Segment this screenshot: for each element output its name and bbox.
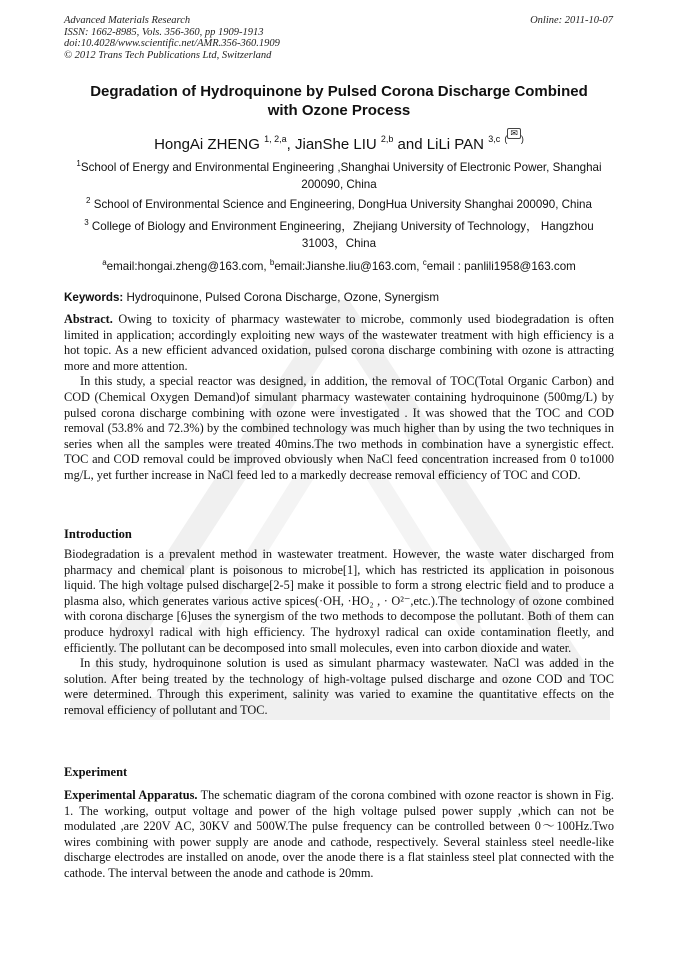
abstract-paragraph-2: In this study, a special reactor was designed, in addition, the removal of TOC(Total Organic Carbon) and COD (Chemical Oxygen Demand)of simulant pharmacy wastewater containing hydroquinone (500mg/L) by pulsed corona discharge combining with ozone were investigated . It was showed that the TOC and COD removal (53.8% and 72.3%) by the combined technology was much higher than by using the two techniques in series when all the samples were treated 40mins.The two methods in combination have a synergistic effect. TOC and COD removal could be improved obviously when NaCl feed concentration increased from 0 to1000 mg/L, yet further increase in NaCl feed led to a markedly decrease removal efficiency of TOC and COD.	[64, 374, 614, 482]
experiment	[64, 788, 614, 882]
email-b-marker: b	[269, 258, 275, 267]
experiment-heading: Experiment	[64, 765, 128, 779]
author-3-affil: 3,c	[488, 134, 501, 144]
journal-issn: ISSN: 1662-8985, Vols. 356-360, pp 1909-1913	[64, 26, 264, 38]
experiment-text-1: The schematic diagram of the corona combined with ozone reactor is shown in Fig. 1. The working, output voltage and power of the high voltage pulsed power supply ,which can not be modulated ,are 220V AC, 30KV and 500W.The pulse frequency can be controlled between 0～100Hz.Two wires combining with power supply are anode and cathode, respectively. Several stainless steel needle-like discharge electrodes are installed on anode, over the anode there is a flat stainless steel plat connected with the cathode. The interval between the anode and cathode is 20mm.	[64, 788, 614, 880]
title-line-1: Degradation of Hydroquinone by Pulsed Corona Discharge Combined	[90, 83, 588, 100]
email-a[interactable]: email:hongai.zheng@163.com,	[106, 260, 267, 273]
email-b[interactable]: email:Jianshe.liu@163.com,	[274, 260, 420, 273]
journal-doi: doi:10.4028/www.scientific.net/AMR.356-360.1909	[64, 38, 280, 49]
affiliation-3	[64, 214, 614, 252]
affiliation-1	[64, 155, 614, 193]
introduction-heading: Introduction	[64, 527, 132, 541]
abstract	[64, 312, 614, 484]
keywords-text: Hydroquinone, Pulsed Corona Discharge, Ozone, Synergism	[126, 291, 440, 304]
introduction-paragraph-1: Biodegradation is a prevalent method in wastewater treatment. However, the waste water discharged from pharmacy and chemical plant is poisonous to microbe[1], which has restricted its application in poisonous liquid. The high voltage pulsed discharge[2-5] make it possible to form a strong electric field and to produce a plasma also, which generates various active spices(·OH, ·HO₂ , · O²⁻,etc.).The technology of ozone combined with corona discharge [6]uses the synergism of the two methods to decompose the pollutant. Both of them can produce hydroxyl radical with high efficiency. The hydroxyl radical can oxide contamination fleetly, and efficiently. The pollutant can be decomposed into small molecules, even into carbon dioxide and water.	[64, 547, 614, 655]
abstract-paragraph-1	[64, 312, 614, 374]
keywords-label: Keywords:	[64, 291, 124, 304]
introduction-paragraph-2: In this study, hydroquinone solution is used as simulant pharmacy wastewater. NaCl was added in the solution. After being treated by the technology of high-voltage pulsed discharge and ozone COD and TOC were determined. Through this experiment, salinity was varied to examine the quantitative effects on the removal efficiency of pollutant and TOC.	[64, 656, 614, 717]
journal-copyright: © 2012 Trans Tech Publications Ltd, Switzerland	[64, 49, 272, 61]
mail-icon: ✉	[507, 128, 521, 139]
affiliation-1-text: School of Energy and Environmental Engineering ,Shanghai University of Electronic Power, Shanghai 200090, China	[80, 161, 602, 191]
paper-title	[64, 82, 614, 120]
experiment-label: Experimental Apparatus.	[64, 788, 198, 802]
affiliation-2	[64, 192, 614, 213]
email-line	[64, 254, 614, 275]
author-3-name: LiLi PAN	[426, 136, 485, 153]
email-c-marker: c	[422, 258, 427, 267]
experiment-paragraph-1	[64, 788, 614, 882]
affiliation-3-text: College of Biology and Environment Engineering，Zhejiang University of Technology， Hangzhou 31003，China	[91, 220, 594, 250]
affiliation-3-number: 3	[84, 218, 89, 227]
journal-header	[64, 15, 280, 61]
online-date: Online: 2011-10-07	[530, 15, 613, 26]
author-2-affil: 2,b	[380, 134, 394, 144]
keywords	[64, 290, 614, 306]
affiliation-1-number: 1	[76, 159, 81, 168]
author-1-affil: 1, 2,a	[264, 134, 287, 144]
author-1-name: HongAi ZHENG	[154, 136, 260, 153]
journal-name: Advanced Materials Research	[64, 15, 191, 26]
author-line: HongAi ZHENG $^{1, 2,a}$, JianShe LIU $^{2,b}$ and LiLi PAN $^{3,c}$ (✉)	[154, 128, 524, 153]
abstract-text-1: Owing to toxicity of pharmacy wastewater to microbe, commonly used biodegradation is often limited in application; accordingly exploiting new ways of the wastewater treatment with high efficiency is a hot topic. As a new efficient advanced oxidation, pulsed corona discharge combining with ozone is attracting more and more attention.	[64, 312, 614, 373]
introduction	[64, 547, 614, 719]
affiliation-2-text: School of Environmental Science and Engineering, DongHua University Shanghai 200090, China	[93, 198, 592, 211]
title-line-2: with Ozone Process	[267, 102, 411, 119]
abstract-label: Abstract.	[64, 312, 113, 326]
email-c[interactable]: email : panlili1958@163.com	[426, 260, 576, 273]
email-a-marker: a	[102, 258, 107, 267]
author-2-name: JianShe LIU	[294, 136, 377, 153]
affiliation-2-number: 2	[86, 196, 91, 205]
